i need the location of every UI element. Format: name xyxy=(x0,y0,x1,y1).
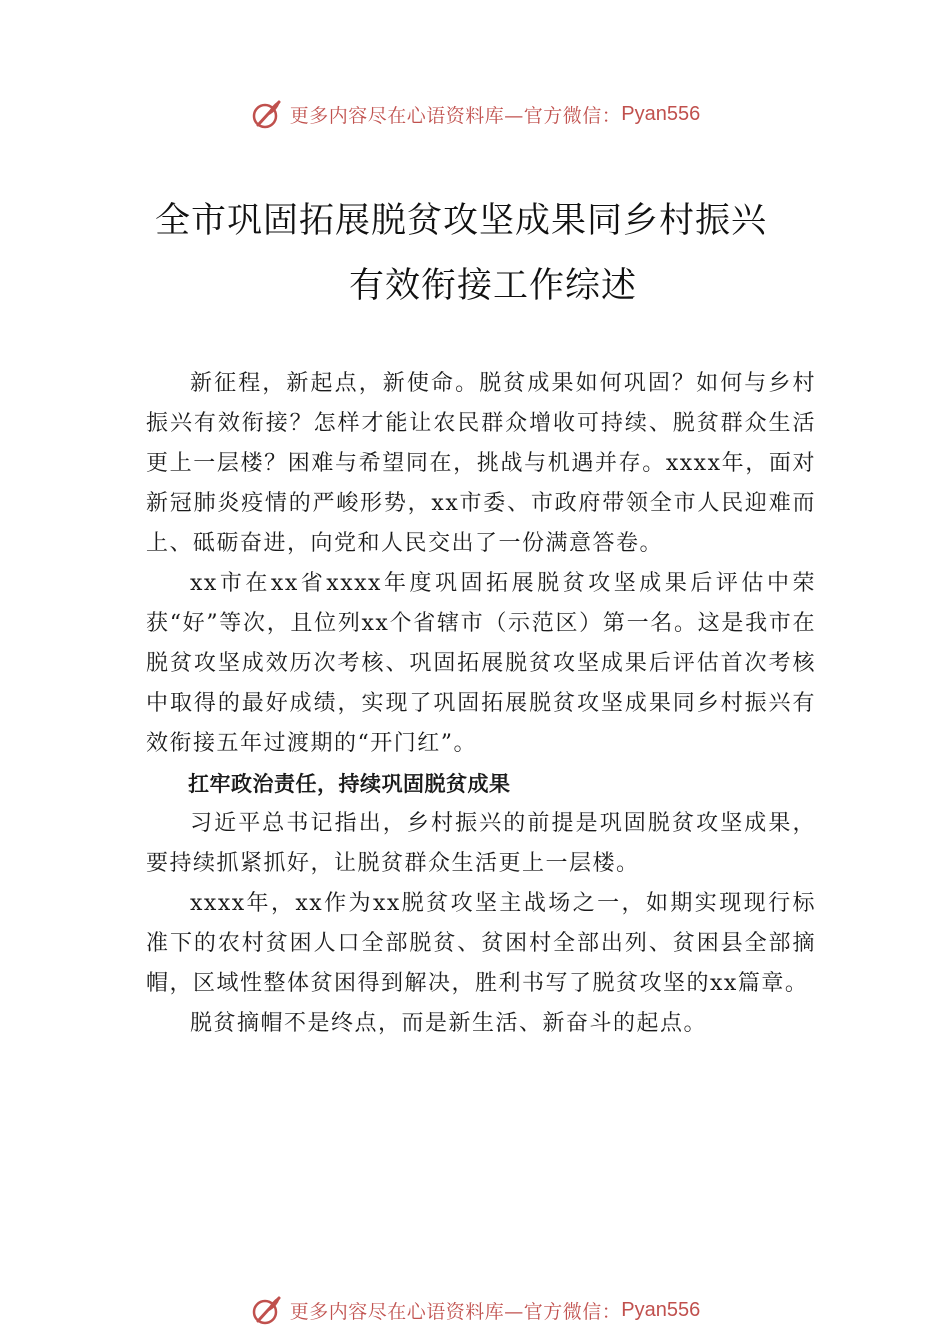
document-body xyxy=(146,364,816,1044)
paragraph-2: xx市在xx省xxxx年度巩固拓展脱贫攻坚成果后评估中荣获“好”等次，且位列xx个省辖市（示范区）第一名。这是我市在脱贫攻坚成效历次考核、巩固拓展脱贫攻坚成果后评估首次考核中取得的最好成绩，实现了巩固拓展脱贫攻坚成果同乡村振兴有效衔接五年过渡期的“开门红”。 xyxy=(146,571,816,756)
section-heading: 扛牢政治责任，持续巩固脱贫成果 xyxy=(188,772,511,796)
watermark-wechat-id: Pyan556 xyxy=(621,1298,701,1321)
watermark-header xyxy=(0,94,950,134)
watermark-text: 更多内容尽在心语资料库—官方微信： xyxy=(289,104,622,127)
quill-logo-icon xyxy=(250,97,284,131)
watermark-wechat-id: Pyan556 xyxy=(621,102,701,125)
paragraph-1: 新征程，新起点，新使命。脱贫成果如何巩固？如何与乡村振兴有效衔接？怎样才能让农民群众增收可持续、脱贫群众生活更上一层楼？困难与希望同在，挑战与机遇并存。xxxx年，面对新冠肺炎疫情的严峻形势，xx市委、市政府带领全市人民迎难而上、砥砺奋进，向党和人民交出了一份满意答卷。 xyxy=(146,371,816,556)
watermark-text: 更多内容尽在心语资料库—官方微信： xyxy=(289,1300,622,1323)
paragraph-5: 脱贫摘帽不是终点，而是新生活、新奋斗的起点。 xyxy=(190,1011,708,1036)
paragraph-3: 习近平总书记指出，乡村振兴的前提是巩固脱贫攻坚成果，要持续抓紧抓好，让脱贫群众生活更上一层楼。 xyxy=(146,811,816,876)
document-title-line-1: 全市巩固拓展脱贫攻坚成果同乡村振兴 xyxy=(154,201,767,241)
paragraph-4: xxxx年，xx作为xx脱贫攻坚主战场之一，如期实现现行标准下的农村贫困人口全部脱贫、贫困村全部出列、贫困县全部摘帽，区域性整体贫困得到解决，胜利书写了脱贫攻坚的xx篇章。 xyxy=(146,891,816,996)
watermark-footer xyxy=(0,1290,950,1330)
document-title-line-2: 有效衔接工作综述 xyxy=(348,266,637,306)
quill-logo-icon xyxy=(250,1293,284,1327)
